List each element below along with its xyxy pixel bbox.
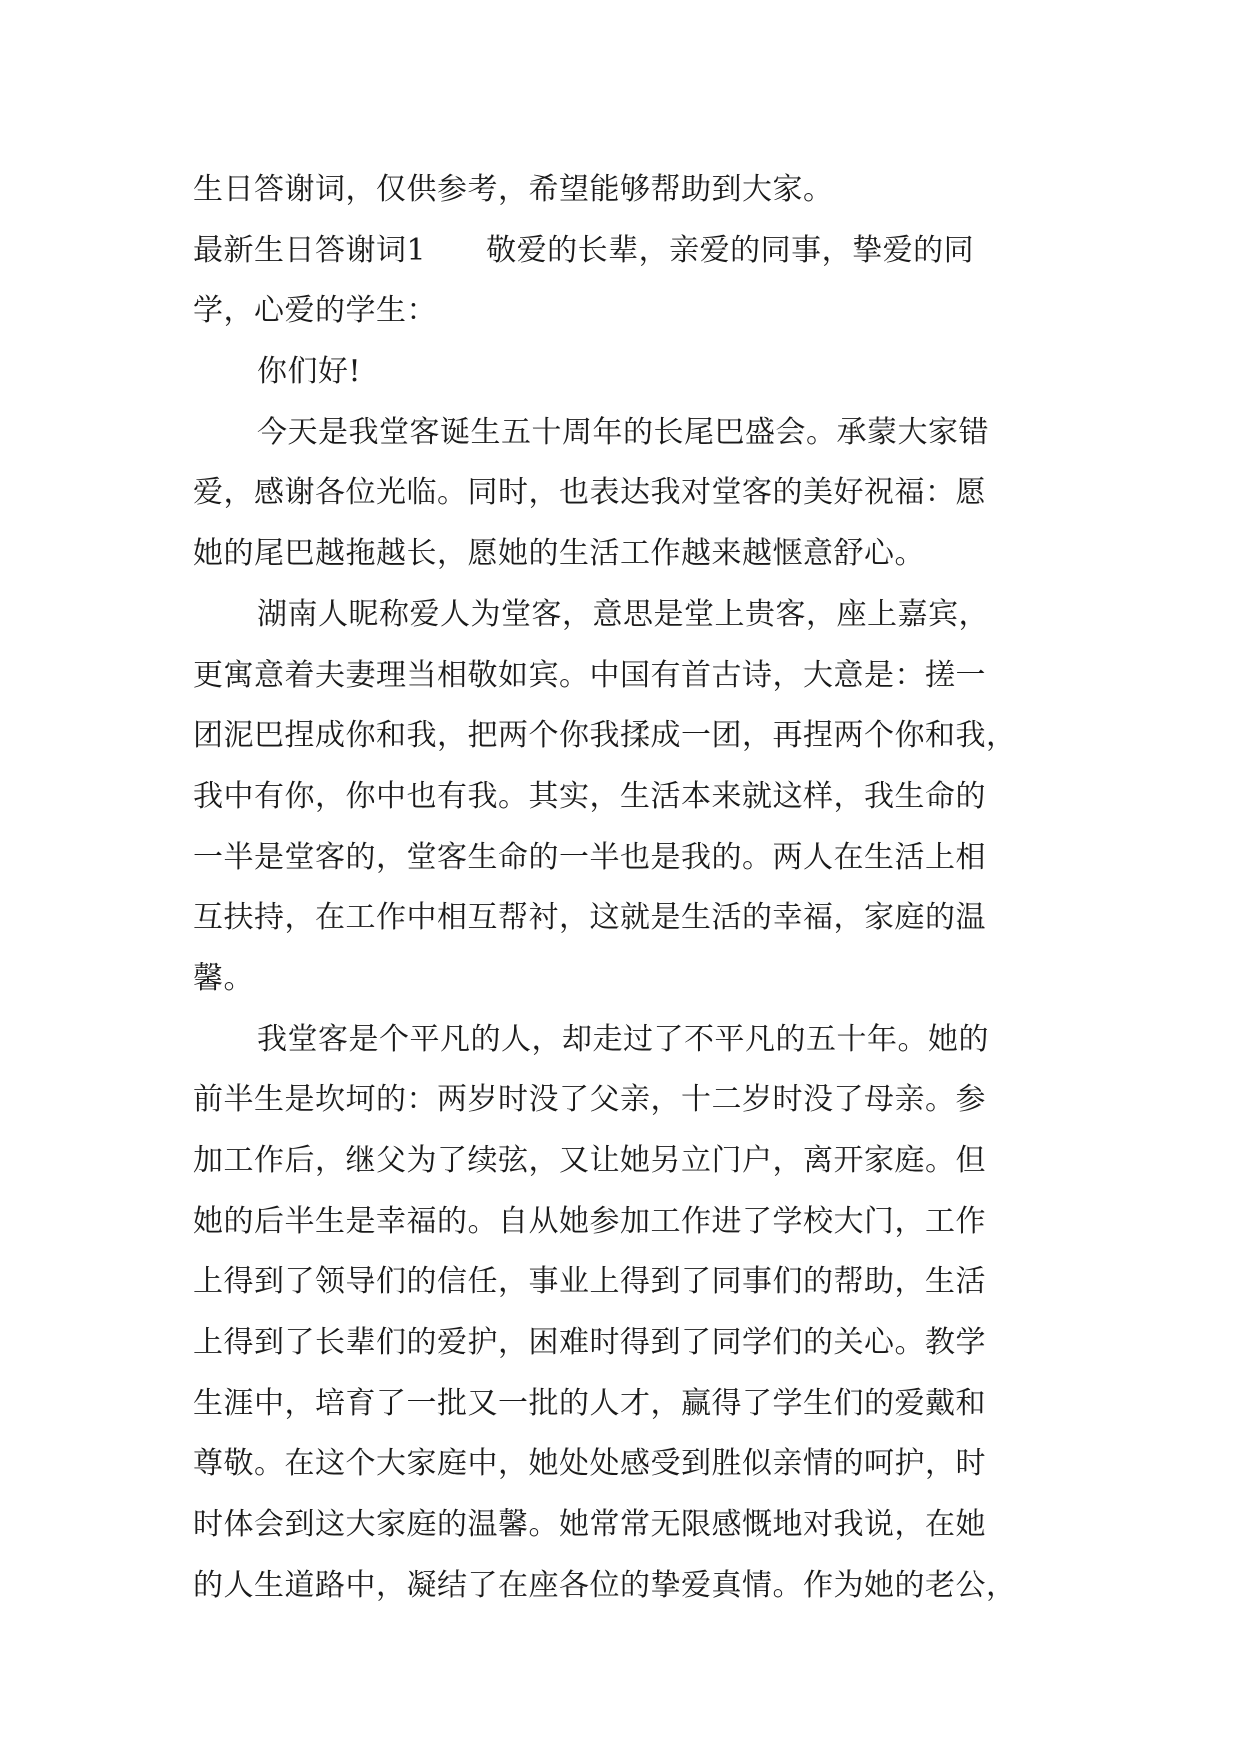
heading-line	[193, 221, 1049, 282]
paragraph-2-line: 团泥巴捏成你和我，把两个你我揉成一团，再捏两个你和我，	[193, 718, 1017, 754]
paragraph-1-line: 爱，感谢各位光临。同时，也表达我对堂客的美好祝福：愿	[193, 475, 986, 511]
paragraph-3-line: 前半生是坎坷的：两岁时没了父亲，十二岁时没了母亲。参	[193, 1082, 986, 1118]
paragraph-2-line: 馨。	[193, 960, 254, 996]
paragraph-3-line: 的人生道路中，凝结了在座各位的挚爱真情。作为她的老公，	[193, 1567, 1017, 1603]
paragraph-3-line: 上得到了长辈们的爱护，困难时得到了同学们的关心。教学	[193, 1325, 986, 1361]
paragraph-2-line: 我中有你，你中也有我。其实，生活本来就这样，我生命的	[193, 778, 986, 814]
intro-line: 生日答谢词，仅供参考，希望能够帮助到大家。	[193, 172, 834, 207]
paragraph-3-line: 她的后半生是幸福的。自从她参加工作进了学校大门，工作	[193, 1203, 986, 1239]
paragraph-3-line: 尊敬。在这个大家庭中，她处处感受到胜似亲情的呵护，时	[193, 1446, 986, 1482]
paragraph-3-line: 加工作后，继父为了续弦，又让她另立门户，离开家庭。但	[193, 1143, 986, 1178]
salutation-part-1: 敬爱的长辈，亲爱的同事，挚爱的同	[486, 232, 975, 268]
paragraph-3-line: 时体会到这大家庭的温馨。她常常无限感慨地对我说，在她	[193, 1507, 986, 1543]
paragraph-2-line: 一半是堂客的，堂客生命的一半也是我的。两人在生活上相	[193, 839, 986, 875]
paragraph-2-line: 互扶持，在工作中相互帮衬，这就是生活的幸福，家庭的温	[193, 900, 986, 936]
paragraph-2-line: 更寓意着夫妻理当相敬如宾。中国有首古诗，大意是：搓一	[193, 657, 986, 693]
salutation-line-2: 学，心爱的学生：	[193, 293, 437, 329]
paragraph-1-line: 她的尾巴越拖越长，愿她的生活工作越来越惬意舒心。	[193, 536, 925, 572]
paragraph-2-line: 湖南人昵称爱人为堂客，意思是堂上贵客，座上嘉宾，	[257, 596, 989, 632]
paragraph-3-line: 上得到了领导们的信任，事业上得到了同事们的帮助，生活	[193, 1264, 986, 1300]
paragraph-1-line: 今天是我堂客诞生五十周年的长尾巴盛会。承蒙大家错	[257, 414, 989, 450]
greeting-line: 你们好!	[257, 354, 362, 390]
document-body	[193, 160, 1049, 1617]
paragraph-3-line: 我堂客是个平凡的人，却走过了不平凡的五十年。她的	[257, 1021, 989, 1057]
paragraph-3-line: 生涯中，培育了一批又一批的人才，赢得了学生们的爱戴和	[193, 1385, 986, 1421]
document-heading: 最新生日答谢词1	[193, 232, 427, 268]
